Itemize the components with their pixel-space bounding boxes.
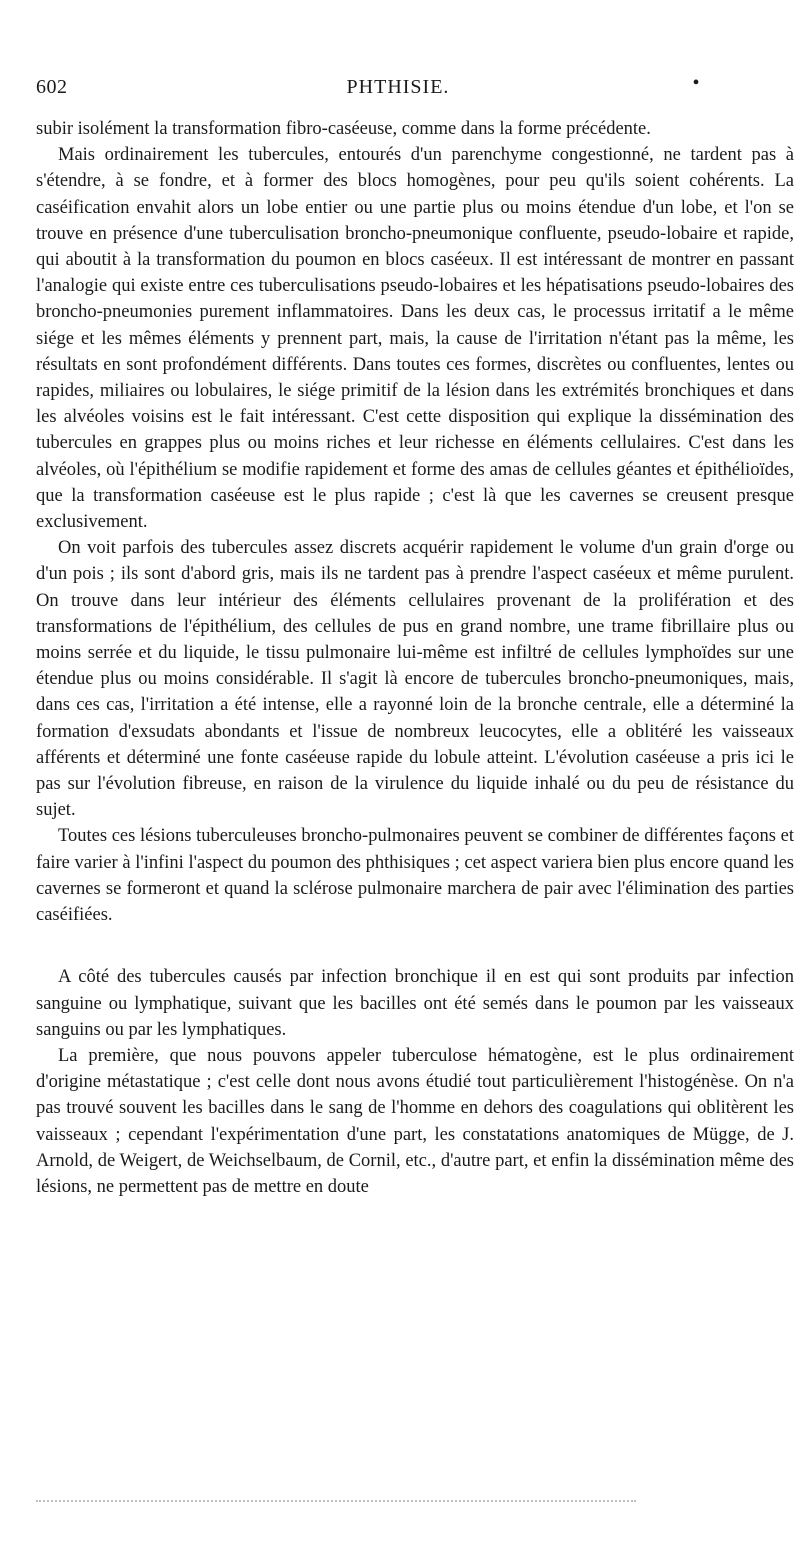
paragraph-continued: subir isolément la transformation fibro-caséeuse, comme dans la forme précédente. [36,119,651,139]
bottom-print-artifact [36,1500,636,1506]
paragraph: Mais ordinairement les tubercules, entourés d'un parenchyme congestionné, ne tardent pas à s'étendre, à se fondre, et à former des blocs homogènes, pour peu qu'ils soient cohérents. La caséification envahit alors un lobe entier ou une partie plus ou moins étendue d'un lobe, et l'on se trouve en présence d'une tuberculisation broncho-pneumonique confluente, pseudo-lobaire et rapide, qui aboutit à la transformation du poumon en blocs caséeux. Il est intéressant de montrer en passant l'analogie qui existe entre ces tuberculisations pseudo-lobaires et les hépatisations pseudo-lobaires des broncho-pneumonies purement inflammatoires. Dans les deux cas, le processus irritatif a le même siége et les mêmes éléments y prennent part, mais, la cause de l'irritation n'étant pas la même, les résultats en sont profondément différents. Dans toutes ces formes, discrètes ou confluentes, lentes ou rapides, miliaires ou lobulaires, le siége primitif de la lésion dans les extrémités bronchiques et dans les alvéoles voisins est le fait intéressant. C'est cette disposition qui explique la dissémination des tubercules en grappes plus ou moins riches et leur richesse en éléments cellulaires. C'est dans les alvéoles, où l'épithélium se modifie rapidement et forme des amas de cellules géantes et épithélioïdes, que la transformation caséeuse est le plus rapide ; c'est là que les cavernes se creusent presque exclusivement. [36,145,794,533]
page-body [36,116,794,1200]
paragraph: On voit parfois des tubercules assez discrets acquérir rapidement le volume d'un grain d'orge ou d'un pois ; ils sont d'abord gris, mais ils ne tardent pas à prendre l'aspect caséeux et même purulent. On trouve dans leur intérieur des éléments cellulaires provenant de la prolifération et des transformations de l'épithélium, des cellules de pus en grand nombre, une trame fibrillaire plus ou moins serrée et du liquide, le tissu pulmonaire lui-même est infiltré de cellules lymphoïdes sur une étendue plus ou moins considérable. Il s'agit là encore de tubercules broncho-pneumoniques, mais, dans ces cas, l'irritation a été intense, elle a rayonné loin de la bronche centrale, elle a déterminé la formation d'exsudats abondants et l'issue de nombreux leucocytes, elle a oblitéré les vaisseaux afférents et déterminé une fonte caséeuse rapide du lobule atteint. L'évolution caséeuse a pris ici le pas sur l'évolution fibreuse, en raison de la virulence du liquide inhalé ou du peu de résistance du sujet. [36,538,794,821]
header-mark: • [692,72,700,94]
page-header [36,72,760,106]
running-head: PHTHISIE. [346,76,450,98]
paragraph: A côté des tubercules causés par infection bronchique il en est qui sont produits par infection sanguine ou lymphatique, suivant que les bacilles ont été semés dans le poumon par les vaisseaux sanguins ou par les lymphatiques. [36,967,794,1040]
paragraph: Toutes ces lésions tuberculeuses broncho-pulmonaires peuvent se combiner de différentes façons et faire varier à l'infini l'aspect du poumon des phthisiques ; cet aspect variera bien plus encore quand les cavernes se formeront et quand la sclérose pulmonaire marchera de pair avec l'élimination des parties caséifiées. [36,826,794,926]
paragraph: La première, que nous pouvons appeler tuberculose hématogène, est le plus ordinairement d'origine métastatique ; c'est celle dont nous avons étudié tout particulièrement l'histogénèse. On n'a pas trouvé souvent les bacilles dans le sang de l'homme en dehors des coagulations qui oblitèrent les vaisseaux ; cependant l'expérimentation d'une part, les constatations anatomiques de Mügge, de J. Arnold, de Weigert, de Weichselbaum, de Cornil, etc., d'autre part, et enfin la dissémination même des lésions, ne permettent pas de mettre en doute [36,1045,794,1197]
page-number: 602 [36,76,68,98]
